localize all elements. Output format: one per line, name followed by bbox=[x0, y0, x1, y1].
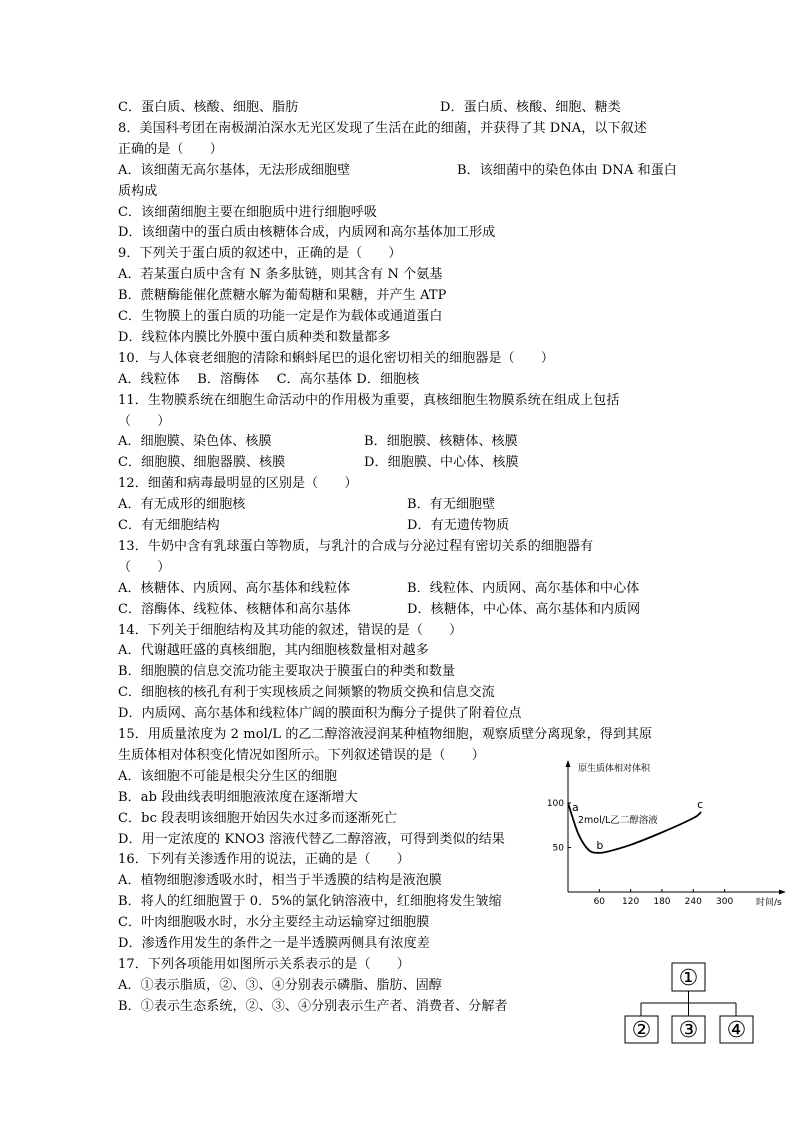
text-line: D．线粒体内膜比外膜中蛋白质种类和数量都多 bbox=[118, 329, 391, 345]
text-line: A．该细胞不可能是根尖分生区的细胞 bbox=[118, 768, 338, 784]
point-label-a: a bbox=[572, 801, 579, 814]
text-line: 正确的是（ ） bbox=[118, 141, 223, 157]
text-line: A．线粒体 B．溶酶体 C．高尔基体 D．细胞核 bbox=[118, 371, 420, 387]
point-label-b: b bbox=[596, 838, 604, 852]
text-line: 8．美国科考团在南极湖泊深水无光区发现了生活在此的细菌，并获得了其 DNA，以下叙述 bbox=[118, 120, 647, 136]
text-line: 生质体相对体积变化情况如图所示。下列叙述错误的是（ ） bbox=[118, 747, 485, 763]
text-line-option: D．有无遗传物质 bbox=[407, 518, 510, 533]
curve-label: 2mol/L乙二醇溶液 bbox=[578, 815, 658, 826]
text-line: A．核糖体、内质网、高尔基体和线粒体 bbox=[118, 580, 351, 596]
text-line: A．细胞膜、染色体、核膜 bbox=[118, 434, 272, 450]
text-line: 10．与人体衰老细胞的清除和蝌蚪尾巴的退化密切相关的细胞器是（ ） bbox=[118, 350, 554, 366]
hierarchy-diagram bbox=[620, 958, 760, 1048]
plasmolysis-chart bbox=[540, 755, 790, 915]
text-line: 13．牛奶中含有乳球蛋白等物质，与乳汁的合成与分泌过程有密切关系的细胞器有 bbox=[118, 538, 594, 554]
y-ticks bbox=[547, 799, 571, 854]
text-line-option: B．有无细胞壁 bbox=[407, 497, 496, 513]
x-tick-label: 180 bbox=[653, 897, 671, 907]
text-line: B．将人的红细胞置于 0．5%的氯化钠溶液中，红细胞将发生皱缩 bbox=[118, 894, 502, 910]
text-line: （ ） bbox=[118, 559, 171, 575]
text-line: C．bc 段表明该细胞开始因失水过多而逐渐死亡 bbox=[118, 810, 397, 826]
text-line: B．①表示生态系统，②、③、④分别表示生产者、消费者、分解者 bbox=[118, 998, 508, 1014]
text-line: 11．生物膜系统在细胞生命活动中的作用极为重要，真核细胞生物膜系统在组成上包括 bbox=[118, 392, 620, 408]
x-tick-label: 60 bbox=[593, 897, 606, 907]
text-line: 14．下列关于细胞结构及其功能的叙述，错误的是（ ） bbox=[118, 622, 463, 638]
text-line: A．①表示脂质，②、③、④分别表示磷脂、脂肪、固醇 bbox=[118, 977, 442, 993]
text-line: D．内质网、高尔基体和线粒体广阔的膜面积为酶分子提供了附着位点 bbox=[118, 706, 522, 722]
text-line: D．渗透作用发生的条件之一是半透膜两侧具有浓度差 bbox=[118, 936, 430, 951]
text-line: B．细胞膜的信息交流功能主要取决于膜蛋白的种类和数量 bbox=[118, 664, 456, 680]
y-tick-label: 50 bbox=[552, 843, 564, 854]
text-line-option: D．核糖体，中心体、高尔基体和内质网 bbox=[407, 601, 641, 617]
text-line: D．该细菌中的蛋白质由核糖体合成，内质网和高尔基体加工形成 bbox=[118, 225, 496, 241]
text-line-option: D．蛋白质、核酸、细胞、糖类 bbox=[440, 100, 621, 115]
text-line: 9．下列关于蛋白质的叙述中，正确的是（ ） bbox=[118, 246, 402, 262]
text-line: A．有无成形的细胞核 bbox=[118, 497, 246, 513]
text-line: 17．下列各项能用如图所示关系表示的是（ ） bbox=[118, 956, 410, 972]
text-line: 质构成 bbox=[118, 183, 158, 199]
x-tick-label: 300 bbox=[716, 897, 734, 907]
text-line-option: D．细胞膜、中心体、核膜 bbox=[364, 455, 519, 471]
text-line-option: B．该细菌中的染色体由 DNA 和蛋白 bbox=[457, 162, 677, 178]
text-line: 16．下列有关渗透作用的说法，正确的是（ ） bbox=[118, 852, 410, 868]
child-label-2: ② bbox=[631, 1018, 652, 1043]
x-tick-label: 120 bbox=[622, 897, 640, 907]
x-axis-label: 时间/s bbox=[756, 898, 782, 908]
root-label: ① bbox=[678, 966, 699, 991]
text-line: C．蛋白质、核酸、细胞、脂肪 bbox=[118, 100, 299, 115]
point-label-c: c bbox=[697, 797, 704, 811]
text-line: C．细胞核的核孔有利于实现核质之间频繁的物质交换和信息交流 bbox=[118, 685, 495, 701]
text-line-option: B．线粒体、内质网、高尔基体和中心体 bbox=[407, 580, 640, 596]
child-label-3: ③ bbox=[678, 1018, 699, 1043]
text-line: C．叶肉细胞吸水时，水分主要经主动运输穿过细胞膜 bbox=[118, 915, 430, 931]
y-axis-label: 原生质体相对体积 bbox=[578, 764, 651, 774]
child-label-4: ④ bbox=[726, 1018, 747, 1043]
y-tick-label: 100 bbox=[546, 799, 564, 809]
text-line: B．蔗糖酶能催化蔗糖水解为葡萄糖和果糖，并产生 ATP bbox=[118, 288, 447, 304]
text-line: C．生物膜上的蛋白质的功能一定是作为载体或通道蛋白 bbox=[118, 309, 443, 324]
text-line: D．用一定浓度的 KNO3 溶液代替乙二醇溶液，可得到类似的结果 bbox=[118, 831, 505, 847]
text-line: A．该细菌无高尔基体，无法形成细胞壁 bbox=[118, 162, 351, 178]
text-line-option: B．细胞膜、核糖体、核膜 bbox=[364, 434, 518, 450]
y-axis-arrow bbox=[566, 760, 571, 767]
text-line: （ ） bbox=[118, 413, 171, 429]
text-line: A．代谢越旺盛的真核细胞，其内细胞核数量相对越多 bbox=[118, 643, 429, 659]
text-line: 15．用质量浓度为 2 mol/L 的乙二醇溶液浸润某种植物细胞，观察质壁分离现象，得到其原 bbox=[118, 727, 653, 742]
x-axis-arrow bbox=[779, 890, 786, 895]
text-line: C．有无细胞结构 bbox=[118, 518, 220, 533]
text-line: C．溶酶体、线粒体、核糖体和高尔基体 bbox=[118, 601, 351, 617]
text-line: A．若某蛋白质中含有 N 条多肽链，则其含有 N 个氨基 bbox=[118, 267, 443, 283]
text-line: 12．细菌和病毒最明显的区别是（ ） bbox=[118, 476, 358, 492]
x-tick-label: 240 bbox=[684, 897, 702, 907]
text-line: A．植物细胞渗透吸水时，相当于半透膜的结构是液泡膜 bbox=[118, 873, 442, 889]
text-line: C．细胞膜、细胞器膜、核膜 bbox=[118, 455, 286, 471]
series-line bbox=[568, 803, 701, 853]
text-line: B．ab 段曲线表明细胞液浓度在逐渐增大 bbox=[118, 789, 358, 805]
text-line: C．该细菌细胞主要在细胞质中进行细胞呼吸 bbox=[118, 204, 377, 220]
